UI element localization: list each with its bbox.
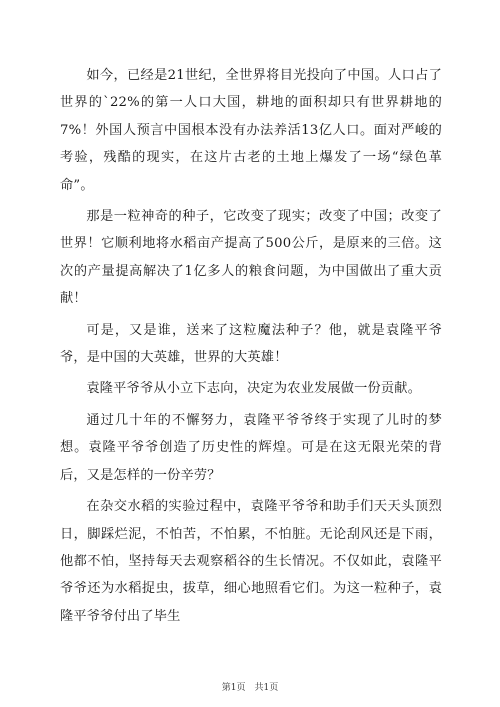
document-body [60, 62, 442, 630]
paragraph-3: 可是，又是谁，送来了这粒魔法种子？他，就是袁隆平爷爷，是中国的大英雄，世界的大英雄！ [60, 322, 442, 366]
page-footer: 第1页 共1页 [221, 683, 279, 693]
paragraph-6: 在杂交水稻的实验过程中，袁隆平爷爷和助手们天天头顶烈日，脚踩烂泥，不怕苦，不怕累，不怕脏。无论刮风还是下雨，他都不怕，坚持每天去观察稻谷的生长情况。不仅如此，袁隆平爷爷还为水稻捉虫，拔草，细心地照看它们。为这一粒种子，袁隆平爷爷付出了毕生 [60, 499, 442, 624]
paragraph-4: 袁隆平爷爷从小立下志向，决定为农业发展做一份贡献。 [86, 381, 422, 397]
paragraph-2: 那是一粒神奇的种子，它改变了现实；改变了中国；改变了世界！它顺利地将水稻亩产提高了500公斤，是原来的三倍。这次的产量提高解决了1亿多人的粮食问题，为中国做出了重大贡献！ [60, 209, 442, 307]
paragraph-1: 如今，已经是21世纪，全世界将目光投向了中国。人口占了世界的`22%的第一人口大国，耕地的面积却只有世界耕地的7%！外国人预言中国根本没有办法养活13亿人口。面对严峻的考验，残酷的现实，在这片古老的土地上爆发了一场“绿色革命”。 [60, 68, 442, 193]
paragraph-5: 通过几十年的不懈努力，袁隆平爷爷终于实现了儿时的梦想。袁隆平爷爷创造了历史性的辉煌。可是在这无限光荣的背后，又是怎样的一份辛劳？ [60, 412, 442, 483]
